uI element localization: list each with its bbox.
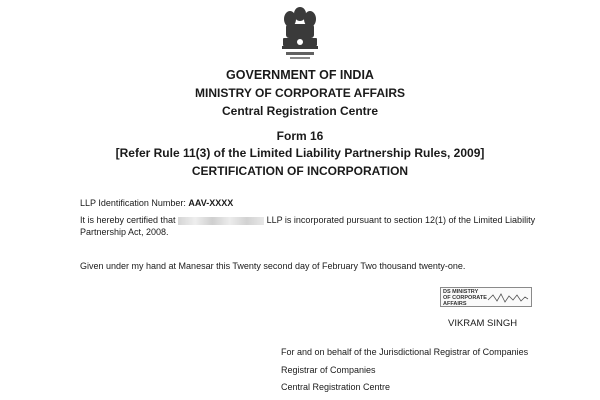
stamp-line-1: DS MINISTRY: [443, 289, 479, 295]
on-behalf-line: For and on behalf of the Jurisdictional Registrar of Companies: [281, 347, 529, 357]
signatory-name: VIKRAM SINGH: [448, 318, 518, 329]
certification-statement: [80, 214, 540, 238]
llp-id-line: [80, 197, 233, 209]
llp-id-value: AAV-XXXX: [188, 198, 234, 208]
country-heading: GOVERNMENT OF INDIA: [226, 68, 374, 82]
given-under-statement: Given under my hand at Manesar this Twenty second day of February Two thousand twenty-one.: [80, 261, 466, 271]
llp-id-label: LLP Identification Number:: [80, 198, 186, 208]
certificate-title: CERTIFICATION OF INCORPORATION: [191, 164, 409, 178]
rule-reference: [Refer Rule 11(3) of the Limited Liability Partnership Rules, 2009]: [115, 146, 485, 160]
cert-prefix: It is hereby certified that: [80, 215, 176, 225]
form-number: Form 16: [276, 129, 324, 143]
signature-squiggle-icon: [487, 291, 529, 305]
cert-suffix: LLP is incorporated pursuant to section 12(1) of the Limited Liability Partnership Act, 2008.: [80, 215, 536, 237]
redacted-llp-name: [178, 217, 264, 225]
ministry-heading: MINISTRY OF CORPORATE AFFAIRS: [194, 86, 405, 100]
registrar-role: Registrar of Companies: [281, 365, 376, 375]
registrar-office: Central Registration Centre: [281, 382, 391, 392]
stamp-line-3: AFFAIRS: [443, 301, 467, 307]
digital-signature-stamp: [440, 287, 532, 307]
state-emblem-icon: [278, 4, 322, 64]
stamp-line-2: OF CORPORATE: [443, 295, 487, 301]
office-heading: Central Registration Centre: [221, 104, 379, 118]
